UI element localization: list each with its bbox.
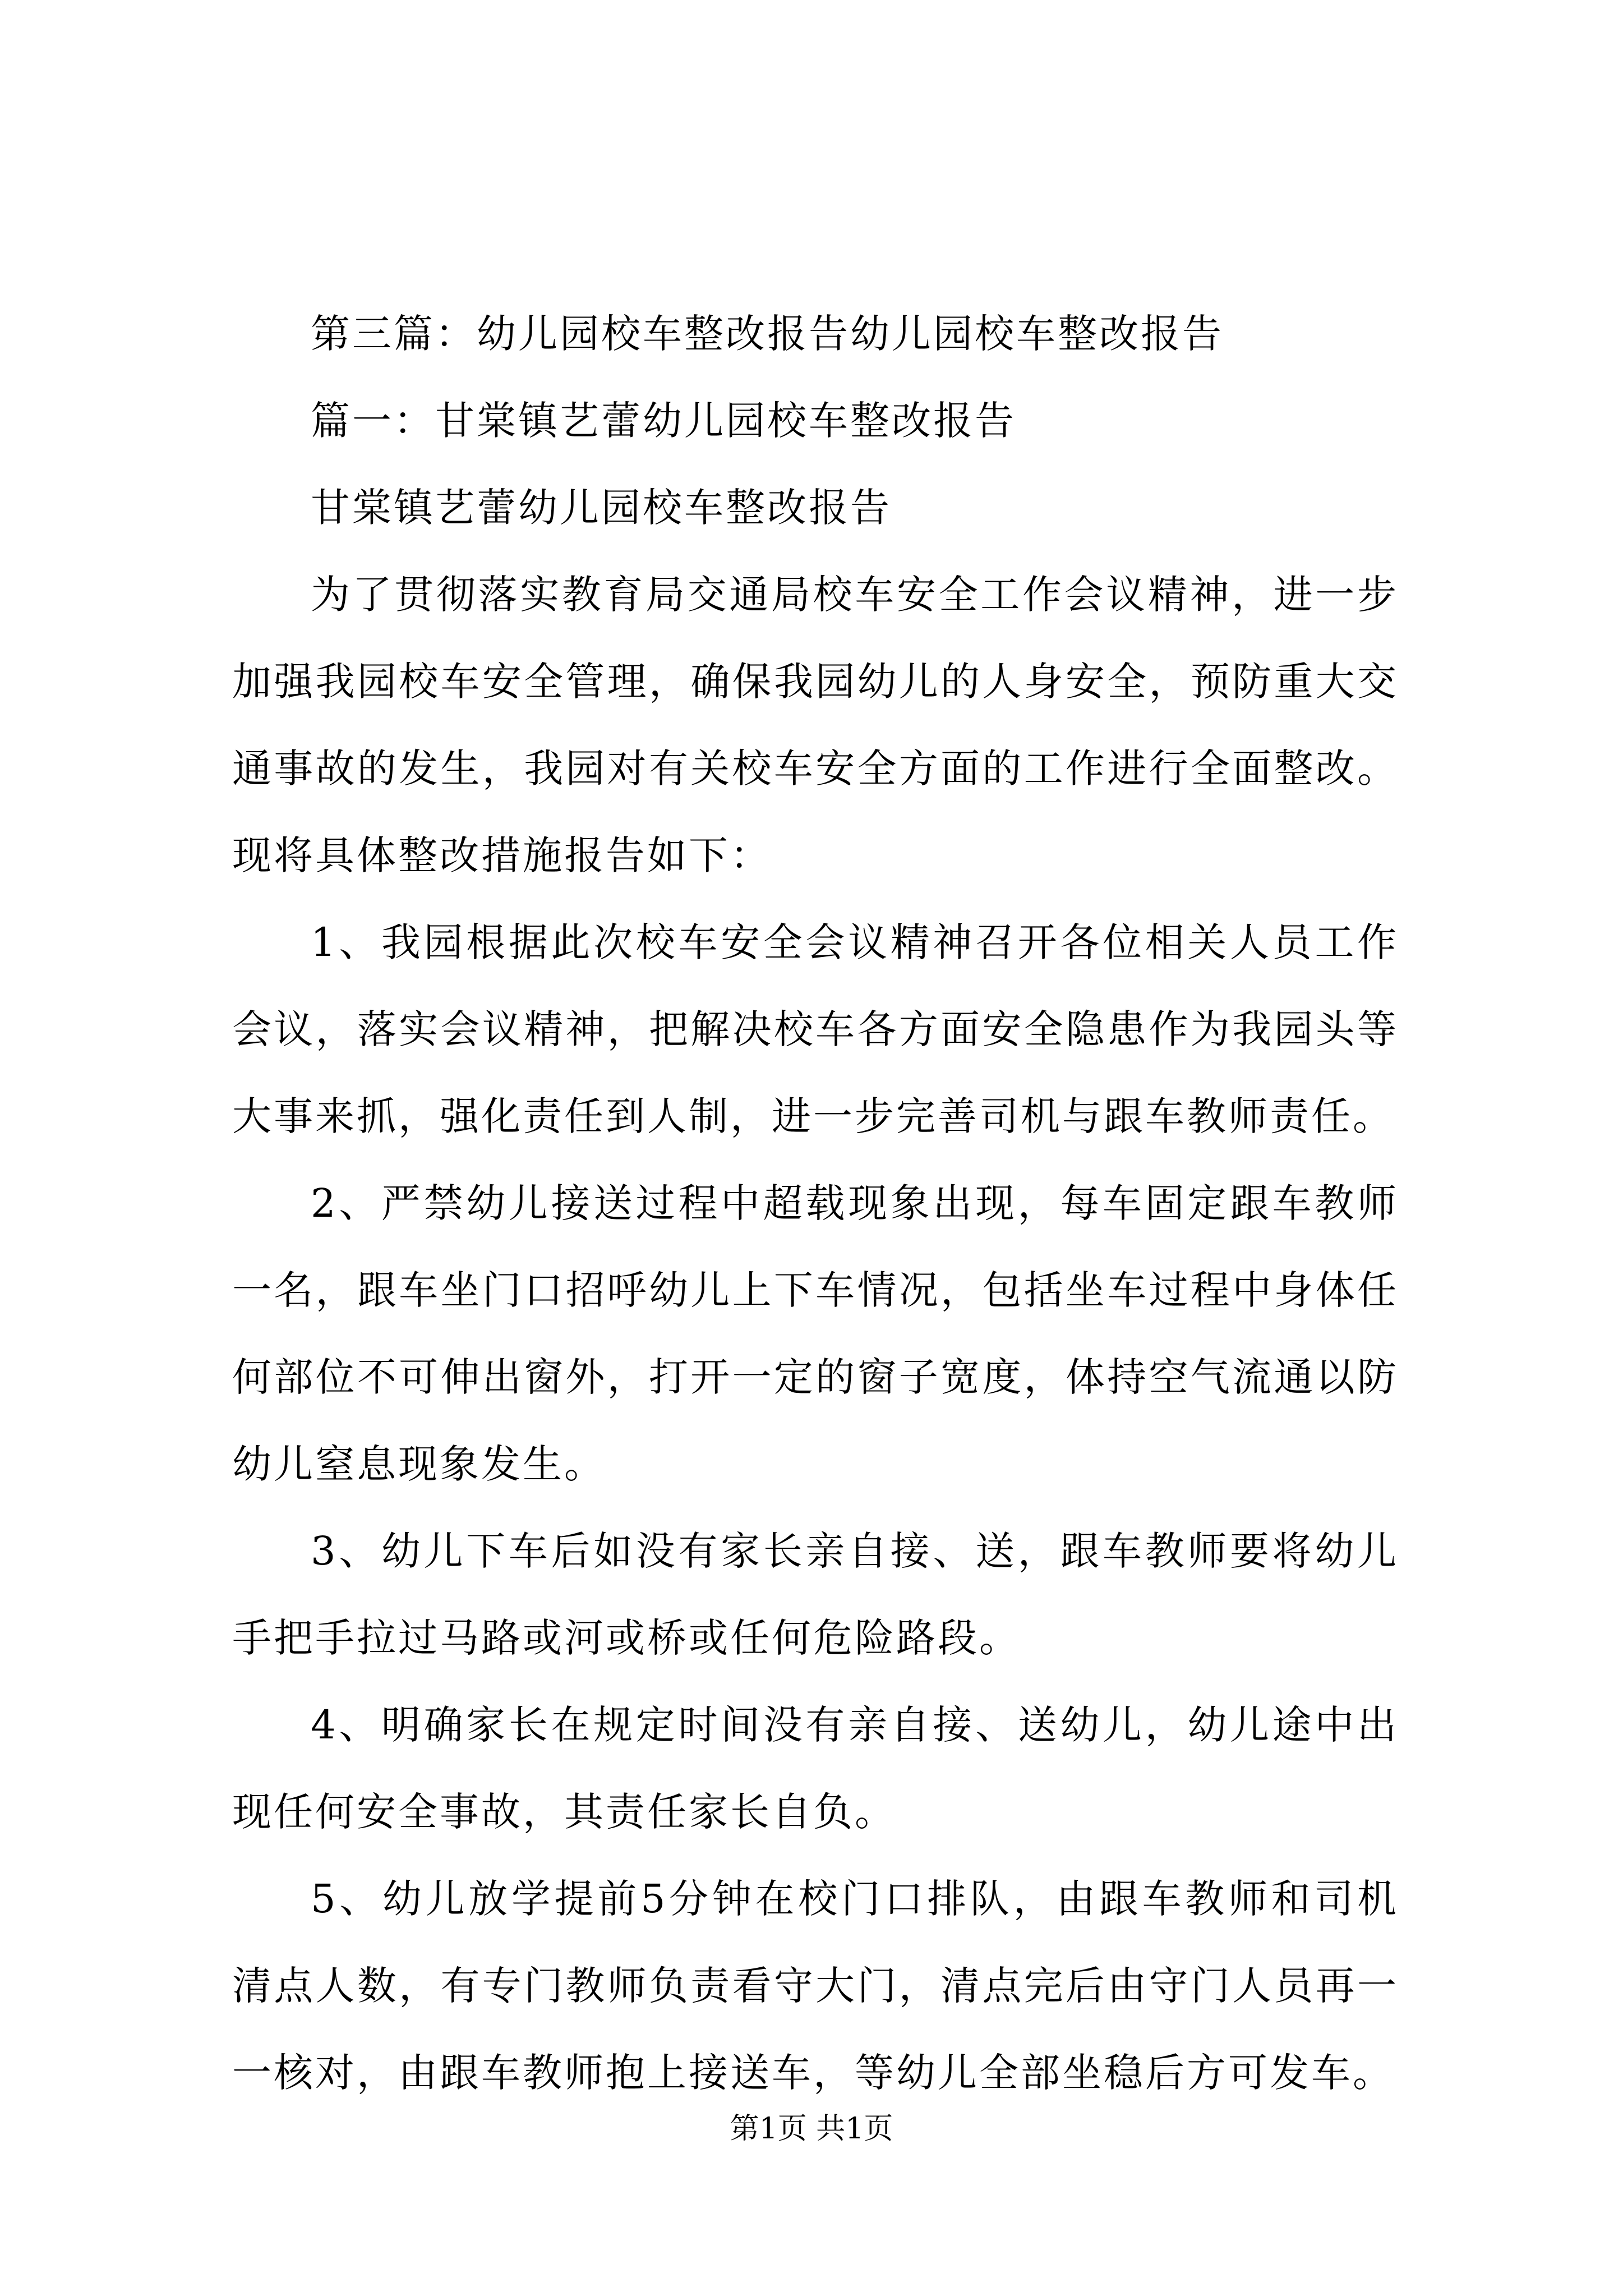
section-title: 第三篇：幼儿园校车整改报告幼儿园校车整改报告 (311, 311, 1224, 357)
measure-paragraph-3: 3、幼儿下车后如没有家长亲自接、送，跟车教师要将幼儿手把手拉过马路或河或桥或任何危险路段。 (232, 1528, 1399, 1661)
measure-paragraph-1: 1、我园根据此次校车安全会议精神召开各位相关人员工作会议，落实会议精神，把解决校车各方面安全隐患作为我园头等大事来抓，强化责任到人制，进一步完善司机与跟车教师责任。 (232, 919, 1399, 1139)
report-title: 甘棠镇艺蕾幼儿园校车整改报告 (311, 485, 892, 531)
measure-paragraph-2: 2、严禁幼儿接送过程中超载现象出现，每车固定跟车教师一名，跟车坐门口招呼幼儿上下车情况，包括坐车过程中身体任何部位不可伸出窗外，打开一定的窗子宽度，体持空气流通以防幼儿窒息现象发生。 (232, 1180, 1399, 1487)
measure-paragraph-5: 5、幼儿放学提前5分钟在校门口排队，由跟车教师和司机清点人数，有专门教师负责看守大门，清点完后由守门人员再一一核对，由跟车教师抱上接送车，等幼儿全部坐稳后方可发车。 (232, 1876, 1399, 2096)
intro-paragraph: 为了贯彻落实教育局交通局校车安全工作会议精神，进一步加强我园校车安全管理，确保我园幼儿的人身安全，预防重大交通事故的发生，我园对有关校车安全方面的工作进行全面整改。现将具体整改措施报告如下： (232, 572, 1399, 878)
document-body (232, 291, 1399, 2116)
article-subtitle: 篇一：甘棠镇艺蕾幼儿园校车整改报告 (311, 398, 1016, 444)
measure-paragraph-4: 4、明确家长在规定时间没有亲自接、送幼儿，幼儿途中出现任何安全事故，其责任家长自负。 (232, 1702, 1399, 1835)
page-footer: 第1页 共1页 (730, 2112, 893, 2146)
